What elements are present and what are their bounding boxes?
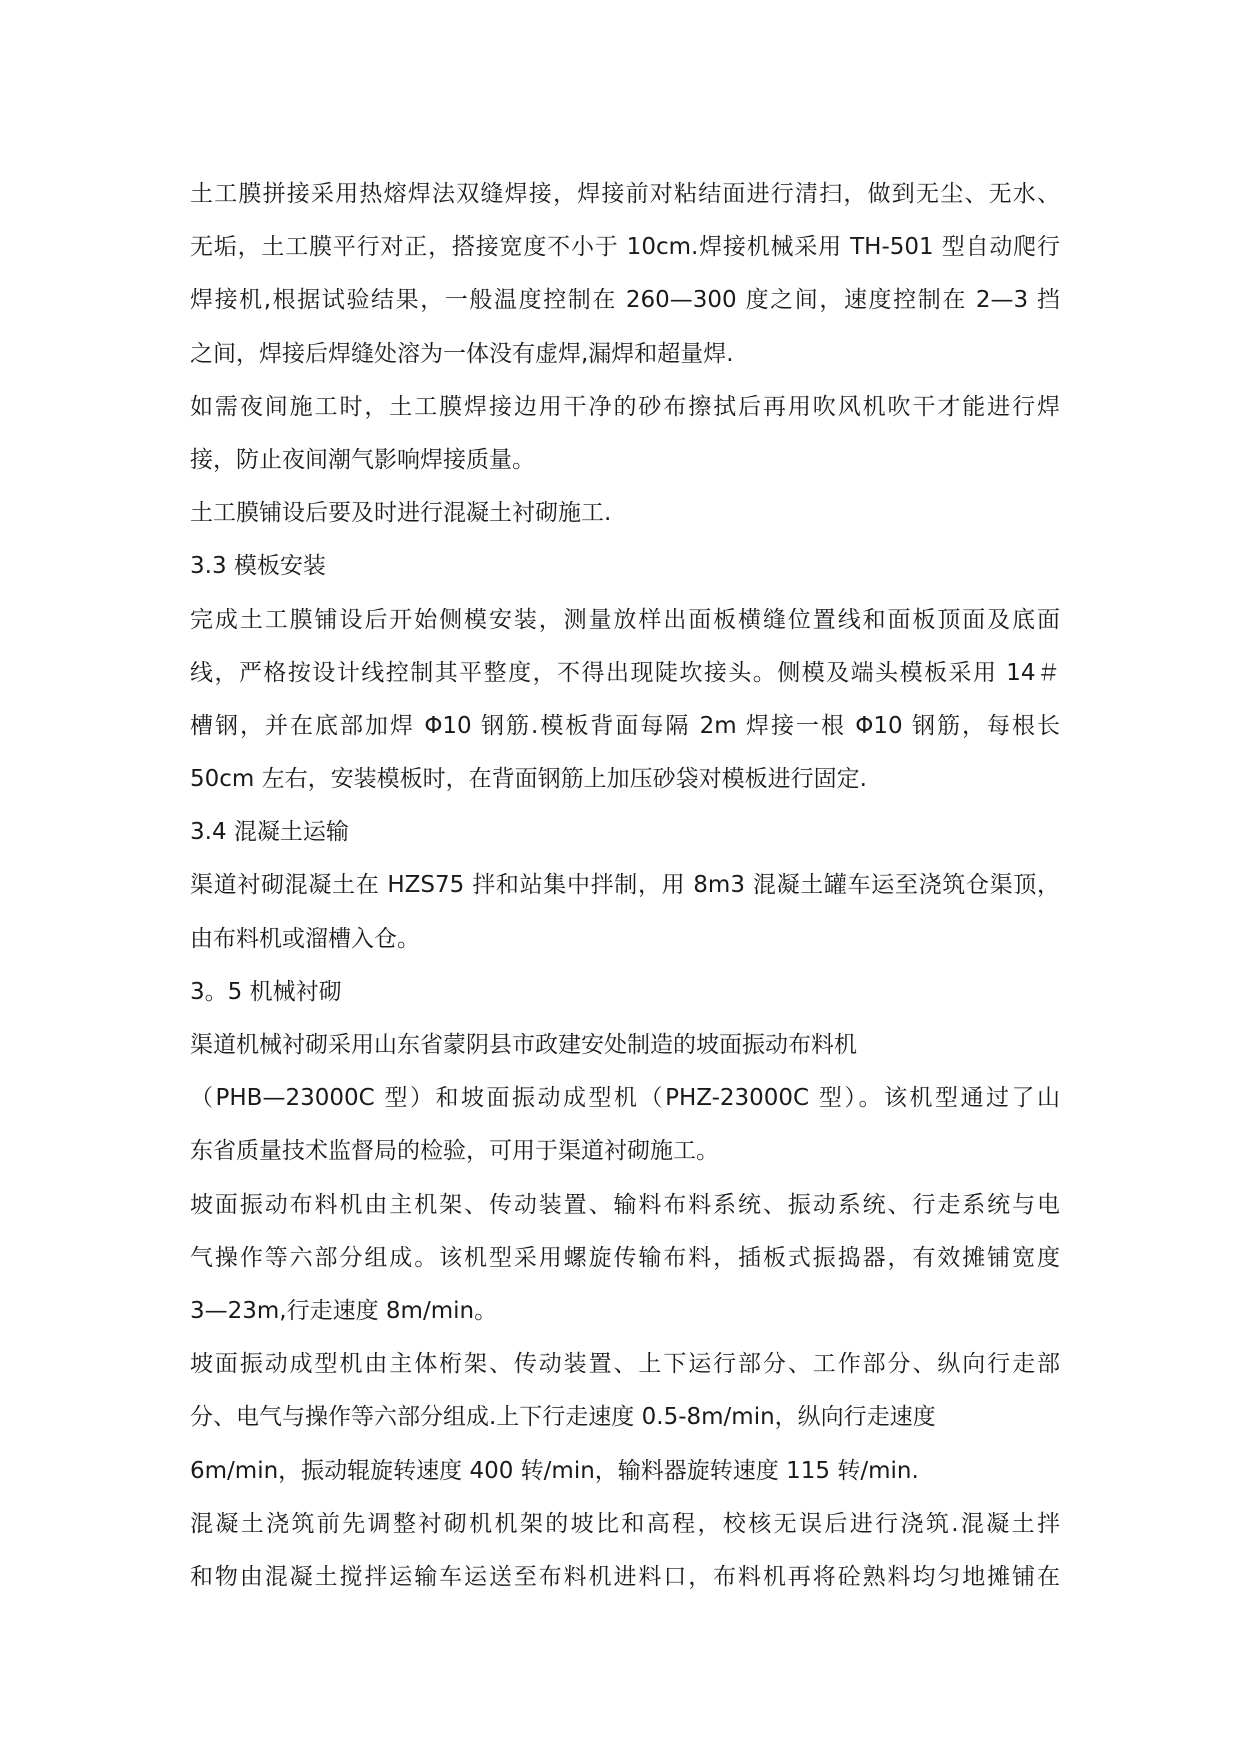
text-line: 气操作等六部分组成。该机型采用螺旋传输布料，插板式振捣器，有效摊铺宽度 bbox=[190, 1244, 1060, 1271]
text-line: 土工膜拼接采用热熔焊法双缝焊接，焊接前对粘结面进行清扫，做到无尘、无水、 bbox=[190, 181, 1060, 207]
text-line: 和物由混凝土搅拌运输车运送至布料机进料口，布料机再将砼熟料均匀地摊铺在 bbox=[190, 1563, 1060, 1590]
text-line: （PHB—23000C 型）和坡面振动成型机（PHZ-23000C 型）。该机型通过了山 bbox=[190, 1085, 1060, 1112]
text-line: 50cm 左右，安装模板时，在背面钢筋上加压砂袋对模板进行固定. bbox=[190, 766, 867, 793]
text-line: 土工膜铺设后要及时进行混凝土衬砌施工. bbox=[190, 500, 612, 527]
document-body bbox=[190, 168, 1060, 1604]
text-line: 6m/min，振动辊旋转速度 400 转/min，输料器旋转速度 115 转/min. bbox=[190, 1457, 919, 1484]
text-line: 分、电气与操作等六部分组成.上下行走速度 0.5-8m/min，纵向行走速度 bbox=[190, 1404, 936, 1431]
text-line: 无垢，土工膜平行对正，搭接宽度不小于 10cm.焊接机械采用 TH-501 型自动爬行 bbox=[190, 234, 1060, 261]
text-line: 坡面振动布料机由主机架、传动装置、输料布料系统、振动系统、行走系统与电 bbox=[190, 1191, 1060, 1218]
text-line: 如需夜间施工时，土工膜焊接边用干净的砂布擦拭后再用吹风机吹干才能进行焊 bbox=[190, 393, 1060, 420]
text-line: 接，防止夜间潮气影响焊接质量。 bbox=[190, 446, 535, 473]
text-line: 由布料机或溜槽入仓。 bbox=[190, 925, 420, 952]
text-line: 东省质量技术监督局的检验，可用于渠道衬砌施工。 bbox=[190, 1138, 719, 1165]
text-line: 3。5 机械衬砌 bbox=[190, 978, 342, 1005]
text-line: 3.4 混凝土运输 bbox=[190, 819, 349, 846]
text-line: 线，严格按设计线控制其平整度，不得出现陡坎接头。侧模及端头模板采用 14＃ bbox=[190, 659, 1060, 686]
text-line: 混凝土浇筑前先调整衬砌机机架的坡比和高程，校核无误后进行浇筑.混凝土拌 bbox=[190, 1510, 1060, 1537]
text-line: 渠道衬砌混凝土在 HZS75 拌和站集中拌制，用 8m3 混凝土罐车运至浇筑仓渠顶， bbox=[190, 872, 1060, 899]
text-line: 3—23m,行走速度 8m/min。 bbox=[190, 1297, 498, 1324]
text-line: 槽钢，并在底部加焊 Φ10 钢筋.模板背面每隔 2m 焊接一根 Φ10 钢筋，每根长 bbox=[190, 712, 1060, 739]
text-line: 渠道机械衬砌采用山东省蒙阴县市政建安处制造的坡面振动布料机 bbox=[190, 1032, 857, 1058]
text-line: 焊接机,根据试验结果，一般温度控制在 260—300 度之间，速度控制在 2—3 挡 bbox=[190, 287, 1060, 314]
text-line: 之间，焊接后焊缝处溶为一体没有虚焊,漏焊和超量焊. bbox=[190, 340, 734, 367]
text-line: 坡面振动成型机由主体桁架、传动装置、上下运行部分、工作部分、纵向行走部 bbox=[190, 1351, 1060, 1378]
text-line: 3.3 模板安装 bbox=[190, 553, 326, 580]
text-line: 完成土工膜铺设后开始侧模安装，测量放样出面板横缝位置线和面板顶面及底面 bbox=[190, 606, 1060, 633]
